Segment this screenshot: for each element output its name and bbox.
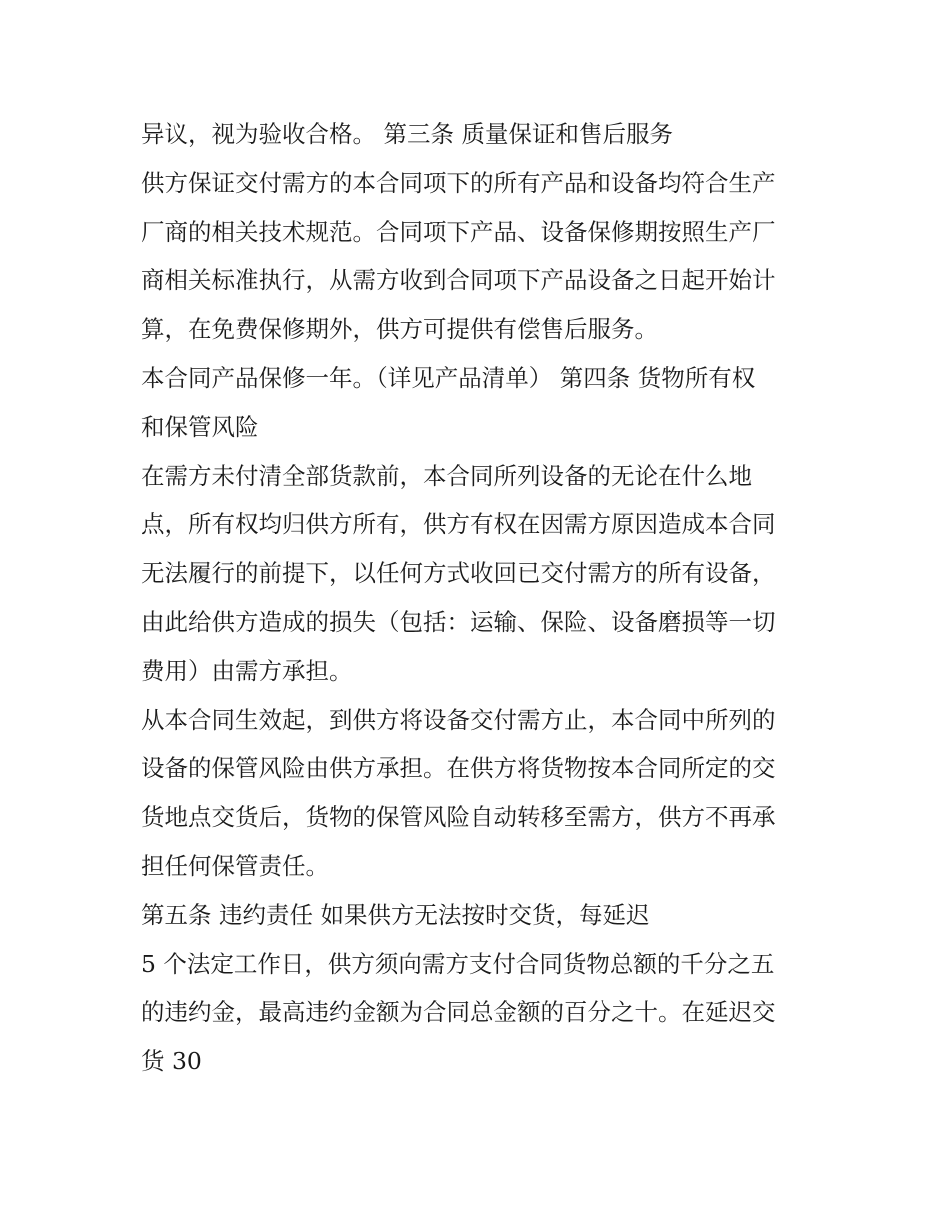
- text-line: 担任何保管责任。: [141, 851, 329, 880]
- text-line: 由此给供方造成的损失（包括：运输、保险、设备磨损等一切: [141, 607, 776, 636]
- text-line: 异议，视为验收合格。 第三条 质量保证和售后服务: [141, 120, 673, 148]
- text-line: 第五条 违约责任 如果供方无法按时交货，每延迟: [141, 900, 650, 929]
- text-line: 在需方未付清全部货款前，本合同所列设备的无论在什么地: [141, 461, 752, 490]
- text-line: 无法履行的前提下，以任何方式收回已交付需方的所有设备，: [141, 559, 776, 588]
- text-line: 费用）由需方承担。: [141, 656, 353, 685]
- text-line: 货 30: [141, 1047, 202, 1076]
- text-line: 货地点交货后，货物的保管风险自动转移至需方，供方不再承: [141, 803, 776, 832]
- text-line: 算，在免费保修期外，供方可提供有偿售后服务。: [141, 315, 658, 344]
- text-line: 点，所有权均归供方所有，供方有权在因需方原因造成本合同: [141, 510, 776, 539]
- text-line: 厂商的相关技术规范。合同项下产品、设备保修期按照生产厂: [141, 217, 776, 246]
- text-line: 商相关标准执行，从需方收到合同项下产品设备之日起开始计: [141, 266, 776, 295]
- text-line: 5 个法定工作日，供方须向需方支付合同货物总额的千分之五: [141, 949, 775, 978]
- contract-body-text: [141, 110, 831, 1086]
- text-line: 从本合同生效起，到供方将设备交付需方止，本合同中所列的: [141, 705, 776, 734]
- text-line: 设备的保管风险由供方承担。在供方将货物按本合同所定的交: [141, 754, 776, 783]
- text-line: 和保管风险: [141, 412, 259, 441]
- text-line: 的违约金，最高违约金额为合同总金额的百分之十。在延迟交: [141, 998, 776, 1027]
- text-line: 供方保证交付需方的本合同项下的所有产品和设备均符合生产: [141, 168, 776, 197]
- text-line: 本合同产品保修一年。（详见产品清单） 第四条 货物所有权: [141, 363, 756, 392]
